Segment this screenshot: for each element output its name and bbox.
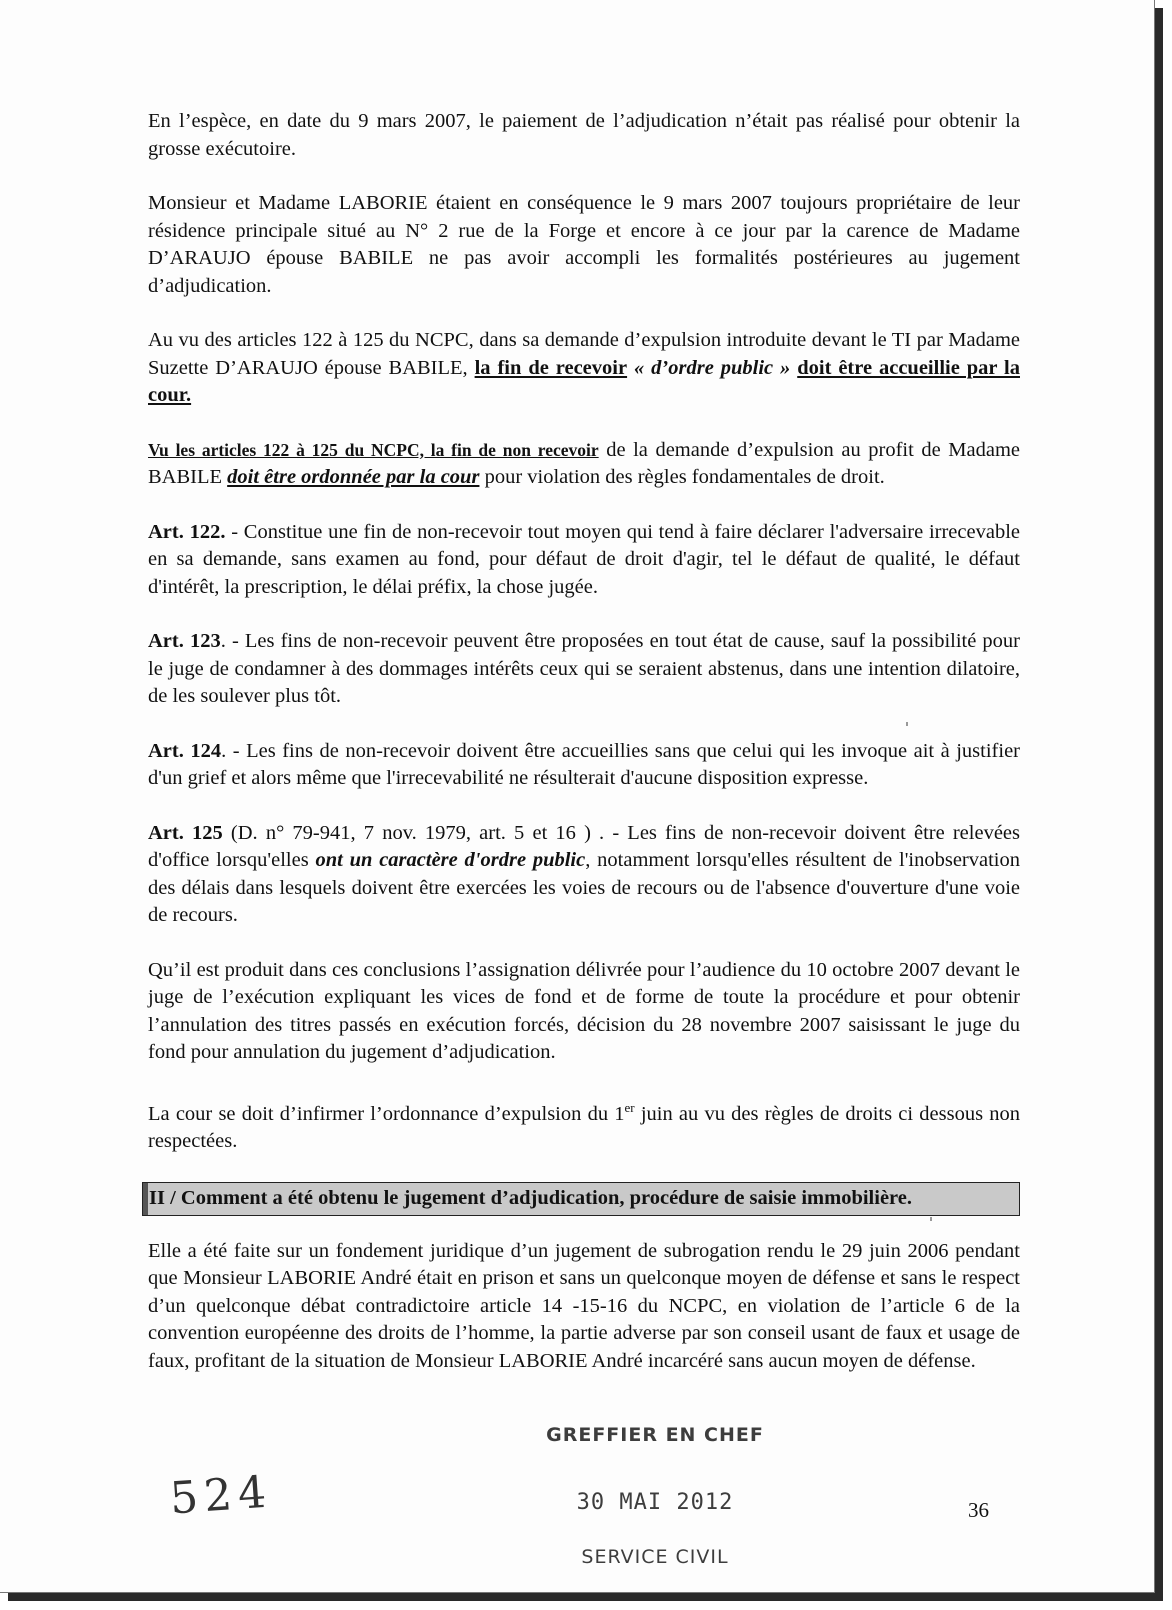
article-124-text: . - Les fins de non-recevoir doivent être accueillies sans que celui qui les invoque ait à justifier d'un grief et alors même que l'irrecevabilité ne résulterait d'aucune disposition expresse. [148,739,1020,789]
paragraph-1-text: En l’espèce, en date du 9 mars 2007, le paiement de l’adjudication n’était pas réalisé pour obtenir la grosse exécutoire. [148,110,1020,160]
paragraph-2 [148,190,1020,300]
paragraph-7-text: Elle a été faite sur un fondement juridique d’un jugement de subrogation rendu le 29 juin 2006 pendant que Monsieur LABORIE André était en prison et sans un quelconque moyen de défense et sans le respect d’un quelconque débat contradictoire article 14 -15-16 du NCPC, en violation de l’article 6 de la convention européenne des droits de l’homme, la partie adverse par son conseil usant de faux et usage de faux, profitant de la situation de Monsieur LABORIE André incarcéré sans aucun moyen de défense. [148,1239,1020,1372]
handwritten-number: 524 [168,1466,274,1525]
paragraph-6-text-2: juin au vu des règles de droits ci dessous non respectées. [148,1102,1020,1152]
caractere-ordre-public-emphasis: ont un caractère d'ordre public [315,849,586,871]
ordinal-superscript: er [624,1099,635,1115]
article-123-label: Art. 123 [148,630,221,652]
paragraph-5 [148,957,1020,1067]
paragraph-3-text: Au vu des articles 122 à 125 du NCPC, dans sa demande d’expulsion introduite devant le TI par Madame Suzette D’ARAUJO épouse BABILE, [148,329,1020,379]
fin-de-recevoir-emphasis: la fin de recevoir [474,356,628,379]
accueillie-emphasis: doit être accueillie par la cour. [148,356,1020,406]
paragraph-6 [148,1094,1020,1156]
paragraph-4 [148,437,1020,492]
stamp-service: SERVICE CIVIL [581,1546,729,1568]
article-125 [148,820,1020,930]
article-124 [148,738,1020,793]
scan-speck [930,1217,932,1221]
paragraph-1 [148,108,1020,163]
ordonnee-emphasis: doit être ordonnée par la cour [227,466,480,488]
stamp-date: 30 MAI 2012 [576,1490,734,1515]
paragraph-6-text-1: La cour se doit d’infirmer l’ordonnance d’expulsion du 1 [148,1102,625,1125]
paragraph-4-text-1: de la demande d’expulsion au profit de Madame BABILE [148,438,1020,488]
scan-speck [906,722,908,726]
vu-les-articles-emphasis: Vu les articles 122 à 125 du NCPC, la fin de non recevoir [148,439,599,460]
article-123-text: . - Les fins de non-recevoir peuvent être proposées en tout état de cause, sauf la possibilité pour le juge de condamner à des dommages intérêts ceux qui se seraient abstenus, dans une intention dilatoire, de les soulever plus tôt. [148,630,1020,707]
paragraph-5-text: Qu’il est produit dans ces conclusions l’assignation délivrée pour l’audience du 10 octobre 2007 devant le juge de l’exécution expliquant les vices de fond et de forme de toute la procédure et pour obtenir l’annulation des titres passés en exécution forcés, décision du 28 novembre 2007 saisissant le juge du fond pour annulation du jugement d’adjudication. [148,958,1020,1063]
paragraph-2-text: Monsieur et Madame LABORIE étaient en conséquence le 9 mars 2007 toujours propriétaire de leur résidence principale situé au N° 2 rue de la Forge et encore à ce jour par la carence de Madame D’ARAUJO épouse BABILE ne pas avoir accompli les formalités postérieures au jugement d’adjudication. [148,192,1020,297]
ordre-public-emphasis: « d’ordre public » [627,356,798,379]
article-125-text-1: (D. n° 79-941, 7 nov. 1979, art. 5 et 16 ) . - Les fins de non-recevoir doivent être relevées d'office lorsqu'elles [148,821,1020,871]
page-number: 36 [968,1498,989,1522]
stamp-greffier: GREFFIER EN CHEF [546,1424,764,1446]
article-125-label: Art. 125 [148,821,223,844]
paragraph-7 [148,1238,1020,1376]
article-124-label: Art. 124 [148,739,222,762]
document-body [148,108,1020,1402]
article-125-text-2: , notamment lorsqu'elles résultent de l'inobservation des délais dans lesquels doivent être exercées les voies de recours ou de l'absence d'ouverture d'une voie de recours. [148,849,1020,926]
article-123 [148,628,1020,711]
paragraph-3 [148,327,1020,410]
article-122-text: - Constitue une fin de non-recevoir tout moyen qui tend à faire déclarer l'adversaire irrecevable en sa demande, sans examen au fond, pour défaut de droit d'agir, tel le défaut de qualité, le défaut d'intérêt, la prescription, le délai préfix, la chose jugée. [148,520,1020,598]
section-heading: II / Comment a été obtenu le jugement d’adjudication, procédure de saisie immobilière. [142,1182,1020,1216]
article-122-label: Art. 122. [148,520,226,543]
article-122 [148,519,1020,602]
paragraph-4-text-2: pour violation des règles fondamentales de droit. [479,466,885,488]
